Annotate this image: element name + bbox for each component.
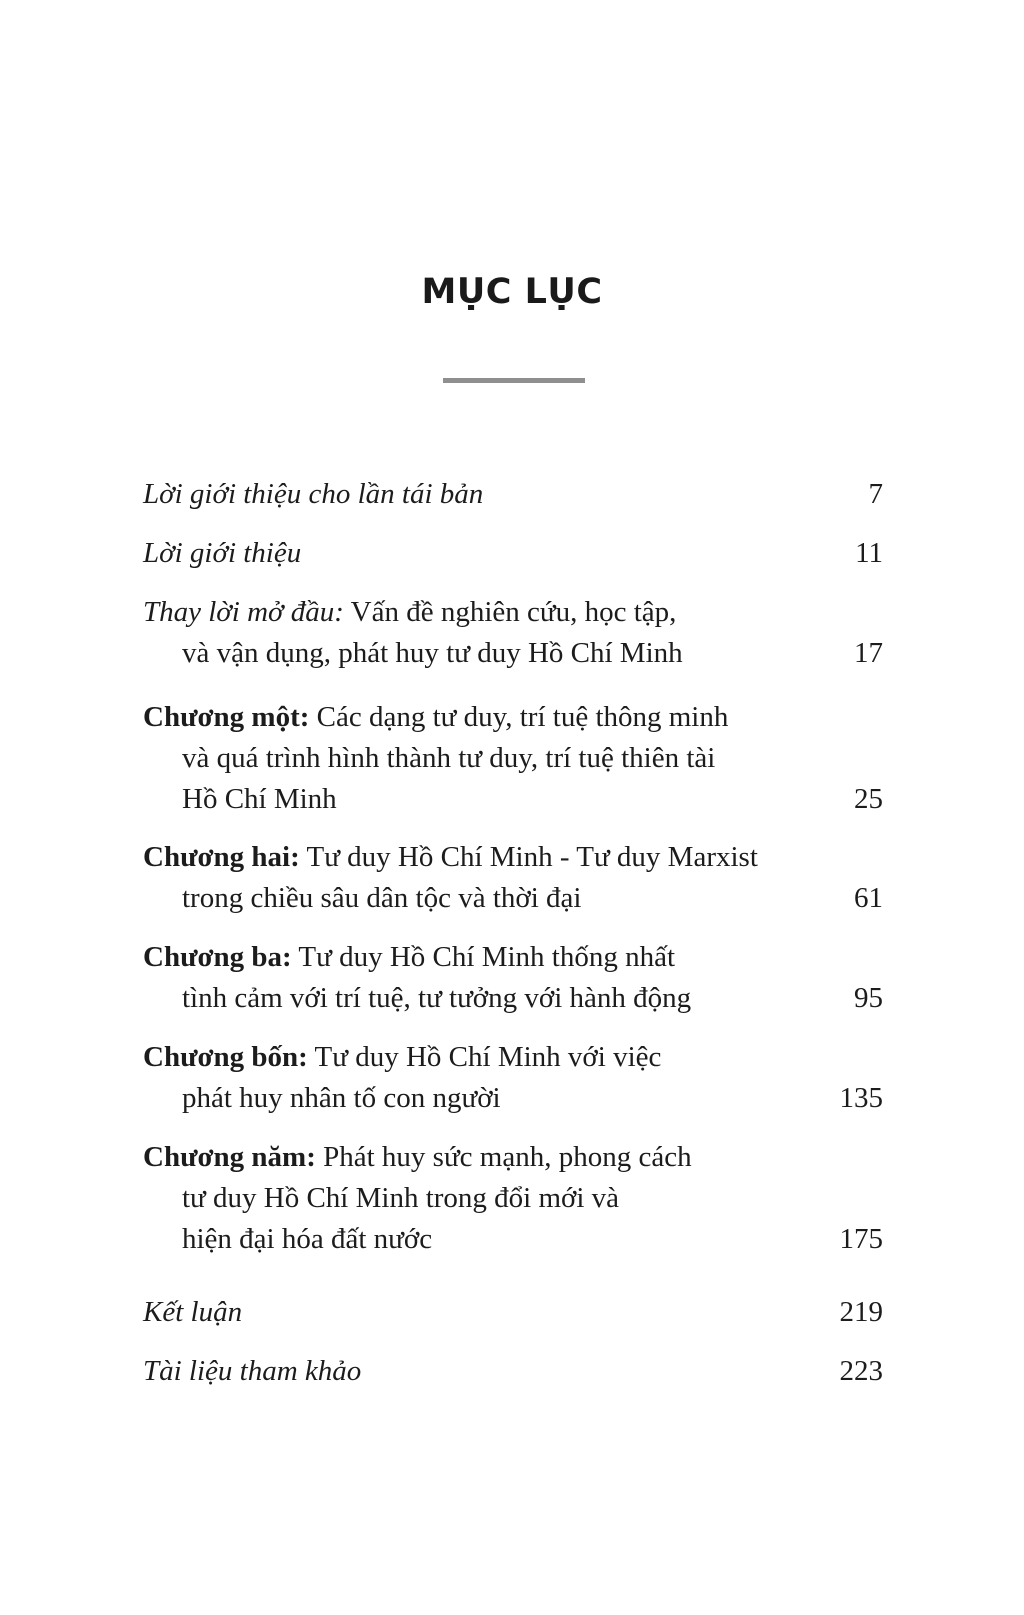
toc-entry-text: và quá trình hình thành tư duy, trí tuệ thiên tài [182, 742, 716, 774]
toc-entry-text: hiện đại hóa đất nước [182, 1223, 433, 1255]
toc-entry-title: Lời giới thiệu cho lần tái bản [143, 478, 484, 510]
toc-entry-text: tình cảm với trí tuệ, tư tưởng với hành động [182, 982, 692, 1014]
toc-page-number: 17 [854, 637, 883, 669]
toc-entry-text: Hồ Chí Minh [182, 783, 337, 815]
toc-entry-title: Lời giới thiệu [143, 537, 302, 569]
toc-entry-intro[interactable] [143, 533, 883, 574]
toc-entry-text: Tư duy Hồ Chí Minh - Tư duy Marxist [299, 841, 758, 873]
toc-chapter-label: Chương hai: [143, 841, 300, 873]
toc-entry-text: trong chiều sâu dân tộc và thời đại [182, 882, 582, 914]
toc-entry-label: Thay lời mở đầu: [143, 596, 344, 628]
toc-entry-chapter-2[interactable] [143, 837, 883, 919]
toc-chapter-label: Chương bốn: [143, 1041, 308, 1073]
toc-page-number: 223 [839, 1355, 883, 1387]
toc-entry-text: tư duy Hồ Chí Minh trong đổi mới và [182, 1182, 620, 1214]
toc-entry-chapter-4[interactable] [143, 1037, 883, 1119]
toc-page-number: 135 [839, 1082, 883, 1114]
toc-entry-text: và vận dụng, phát huy tư duy Hồ Chí Minh [182, 637, 683, 669]
toc-entry-text: Tư duy Hồ Chí Minh thống nhất [291, 941, 676, 973]
toc-entry-chapter-5[interactable] [143, 1137, 883, 1260]
toc-chapter-label: Chương một: [143, 701, 310, 733]
toc-page-number: 11 [855, 537, 883, 569]
toc-entry-text: Các dạng tư duy, trí tuệ thông minh [309, 701, 729, 733]
toc-chapter-label: Chương ba: [143, 941, 292, 973]
page-title: MỤC LỤC [421, 272, 603, 312]
toc-entry-text: Phát huy sức mạnh, phong cách [315, 1141, 692, 1173]
toc-page-number: 175 [839, 1223, 883, 1255]
toc-entry-text: Vấn đề nghiên cứu, học tập, [343, 596, 677, 628]
toc-chapter-label: Chương năm: [143, 1141, 316, 1173]
toc-entry-chapter-3[interactable] [143, 937, 883, 1019]
toc-entry-conclusion[interactable] [143, 1292, 883, 1333]
toc-page-number: 219 [839, 1296, 883, 1328]
toc-page-number: 7 [868, 478, 883, 510]
toc-entry-references[interactable] [143, 1351, 883, 1392]
toc-entry-chapter-1[interactable] [143, 697, 883, 820]
toc-entry-title: Kết luận [143, 1296, 243, 1328]
toc-entry-text: Tư duy Hồ Chí Minh với việc [307, 1041, 662, 1073]
toc-entry-foreword[interactable] [143, 592, 883, 674]
toc-entry-title: Tài liệu tham khảo [143, 1355, 362, 1387]
title-divider [443, 378, 585, 383]
toc-page-number: 95 [854, 982, 883, 1014]
toc-page-number: 25 [854, 783, 883, 815]
toc-entry-intro-reprint[interactable] [143, 474, 883, 515]
toc-entry-text: phát huy nhân tố con người [182, 1082, 501, 1114]
toc-page-number: 61 [854, 882, 883, 914]
